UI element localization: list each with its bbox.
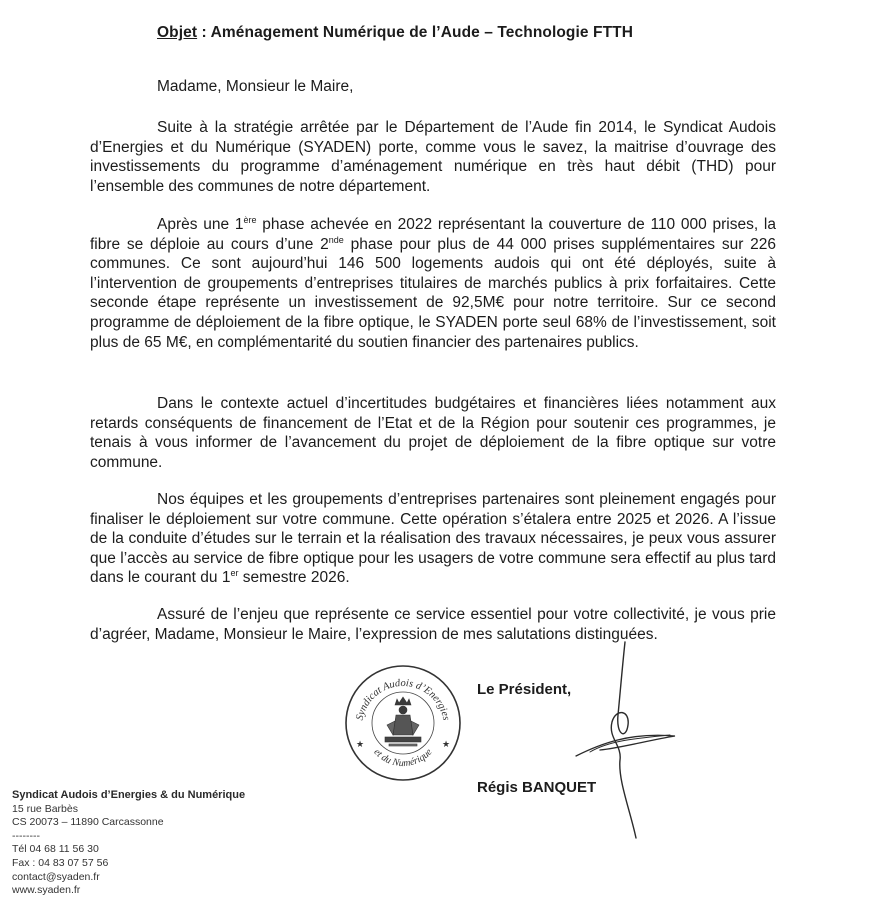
paragraph-4: Nos équipes et les groupements d’entreprises partenaires sont pleinement engagés pour finaliser le déploiement sur votre commune. Cette opération s’étalera entre 2025 et 2026. A l’issue de la conduite d’études sur le terrain et la réalisation des travaux nécessaires, je peux vous assurer que l’accès au service de fibre optique pour les usagers de votre commune sera effectif au plus tard dans le courant du 1er semestre 2026. (90, 491, 776, 587)
sender-footer (12, 789, 245, 898)
footer-web: www.syaden.fr (12, 884, 81, 897)
seal-star-right: ★ (442, 739, 451, 749)
seal-star-left: ★ (356, 739, 365, 749)
signatory-name: Régis BANQUET (477, 779, 597, 796)
paragraph-1: Suite à la stratégie arrêtée par le Département de l’Aude fin 2014, le Syndicat Audois d’Energies et du Numérique (SYADEN) porte, comme vous le savez, la maitrise d’ouvrage des investissements du programme d’aménagement numérique en très haut débit (THD) pour l’ensemble des communes de notre département. (90, 119, 776, 195)
salutation: Madame, Monsieur le Maire, (157, 78, 354, 95)
footer-org: Syndicat Audois d’Energies & du Numérique (12, 789, 246, 801)
footer-address-2: CS 20073 – 11890 Carcassonne (12, 816, 164, 829)
official-seal (343, 663, 463, 783)
svg-text:et du Numérique (371, 746, 434, 769)
letter-subject (157, 24, 633, 42)
seal-emblem-icon (385, 697, 421, 746)
paragraph-5: Assuré de l’enjeu que représente ce service essentiel pour votre collectivité, je vous prie d’agréer, Madame, Monsieur le Maire, l’expression de mes salutations distinguées. (90, 606, 776, 643)
footer-tel: Tél 04 68 11 56 30 (12, 843, 99, 856)
paragraph-3: Dans le contexte actuel d’incertitudes budgétaires et financières liées notamment aux retards conséquents de financement de l’Etat et de la Région pour soutenir ces programmes, je tenais à vous informer de l’avancement du projet de déploiement de la fibre optique sur votre commune. (90, 395, 776, 471)
footer-fax: Fax : 04 83 07 57 56 (12, 856, 109, 869)
subject-label: Objet (157, 24, 198, 41)
paragraph-2: Après une 1ère phase achevée en 2022 représentant la couverture de 110 000 prises, la fibre se déploie au cours d’une 2nde phase pour plus de 44 000 prises supplémentaires sur 226 communes. Ce sont aujourd’hui 146 500 logements audois qui ont été déployés, suite à l’intervention de groupements d’entreprises titulaires de marchés publics à prix forfaitaires. Cette seconde étape représente un investissement de 92,5M€ pour notre territoire. Sur ce second programme de déploiement de la fibre optique, le SYADEN porte seul 68% de l’investissement, soit plus de 65 M€, en complémentarité du soutien financier des partenaires publics. (90, 215, 776, 351)
handwritten-signature (570, 640, 680, 840)
footer-separator: -------- (12, 829, 40, 842)
seal-text-bottom: et du Numérique (371, 746, 435, 770)
seal-text-top: Syndicat Audois d’Energies (354, 677, 452, 722)
signatory-title: Le Président, (477, 681, 572, 698)
footer-email: contact@syaden.fr (12, 870, 100, 883)
subject-text: : Aménagement Numérique de l’Aude – Technologie FTTH (197, 24, 634, 41)
footer-address-1: 15 rue Barbès (12, 802, 78, 815)
